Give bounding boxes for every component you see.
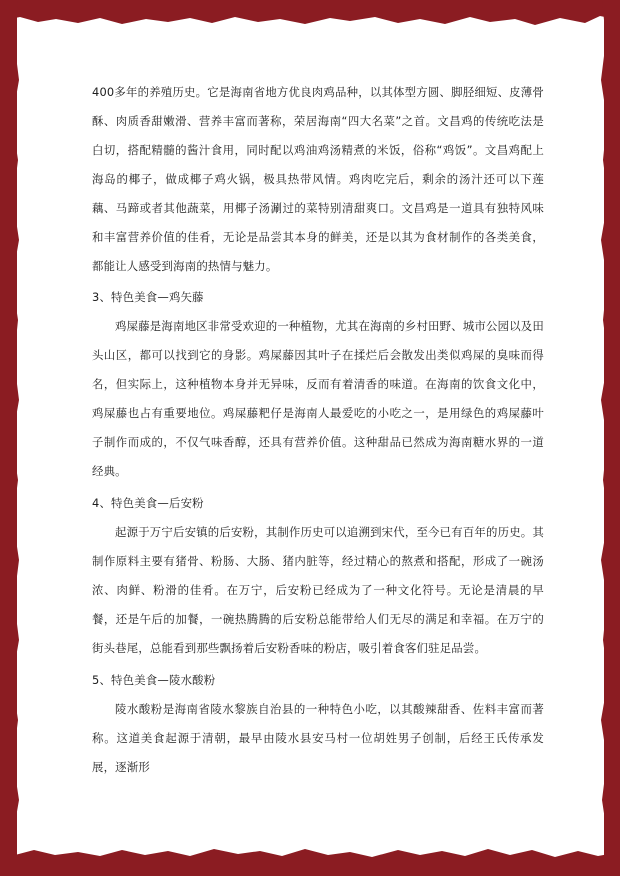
- intro-paragraph: 400多年的养殖历史。它是海南省地方优良肉鸡品种，以其体型方圆、脚胫细短、皮薄骨酥、肉质香甜嫩滑、营养丰富而著称，荣居海南“四大名菜”之首。文昌鸡的传统吃法是白切，搭配精髓的酱汁食用，同时配以鸡油鸡汤精煮的米饭，俗称“鸡饭”。文昌鸡配上海岛的椰子，做成椰子鸡火锅，极具热带风情。鸡肉吃完后，剩余的汤汁还可以下莲藕、马蹄或者其他蔬菜，用椰子汤涮过的菜特别清甜爽口。文昌鸡是一道具有独特风味和丰富营养价值的佳肴，无论是品尝其本身的鲜美，还是以其为食材制作的各类美食，都能让人感受到海南的热情与魅力。: [92, 85, 544, 273]
- section-body-jishiteng: 鸡屎藤是海南地区非常受欢迎的一种植物，尤其在海南的乡村田野、城市公园以及田头山区，都可以找到它的身影。鸡屎藤因其叶子在揉烂后会散发出类似鸡屎的臭味而得名，但实际上，这种植物本身并无异味，反而有着清香的味道。在海南的饮食文化中，鸡屎藤也占有重要地位。鸡屎藤粑仔是海南人最爱吃的小吃之一，是用绿色的鸡屎藤叶子制作而成的，不仅气味香醇，还具有营养价值。这种甜品已然成为海南糖水界的一道经典。: [92, 319, 544, 478]
- section-body-houanfen: 起源于万宁后安镇的后安粉，其制作历史可以追溯到宋代，至今已有百年的历史。其制作原料主要有猪骨、粉肠、大肠、猪内脏等，经过精心的熬煮和搭配，形成了一碗汤浓、肉鲜、粉滑的佳肴。在万宁，后安粉已经成为了一种文化符号。无论是清晨的早餐，还是午后的加餐，一碗热腾腾的后安粉总能带给人们无尽的满足和幸福。在万宁的街头巷尾，总能看到那些飘扬着后安粉香味的粉店，吸引着食客们驻足品尝。: [92, 525, 544, 655]
- section-heading-lingshui-suanfen: 5、特色美食—陵水酸粉: [92, 673, 216, 687]
- section-body-lingshui-suanfen: 陵水酸粉是海南省陵水黎族自治县的一种特色小吃，以其酸辣甜香、佐料丰富而著称。这道美食起源于清朝，最早由陵水县安马村一位胡姓男子创制，后经王氏传承发展，逐渐形: [92, 702, 544, 774]
- section-heading-houanfen: 4、特色美食—后安粉: [92, 496, 204, 510]
- document-body: [92, 78, 544, 782]
- section-heading-jishiteng: 3、特色美食—鸡矢藤: [92, 290, 204, 304]
